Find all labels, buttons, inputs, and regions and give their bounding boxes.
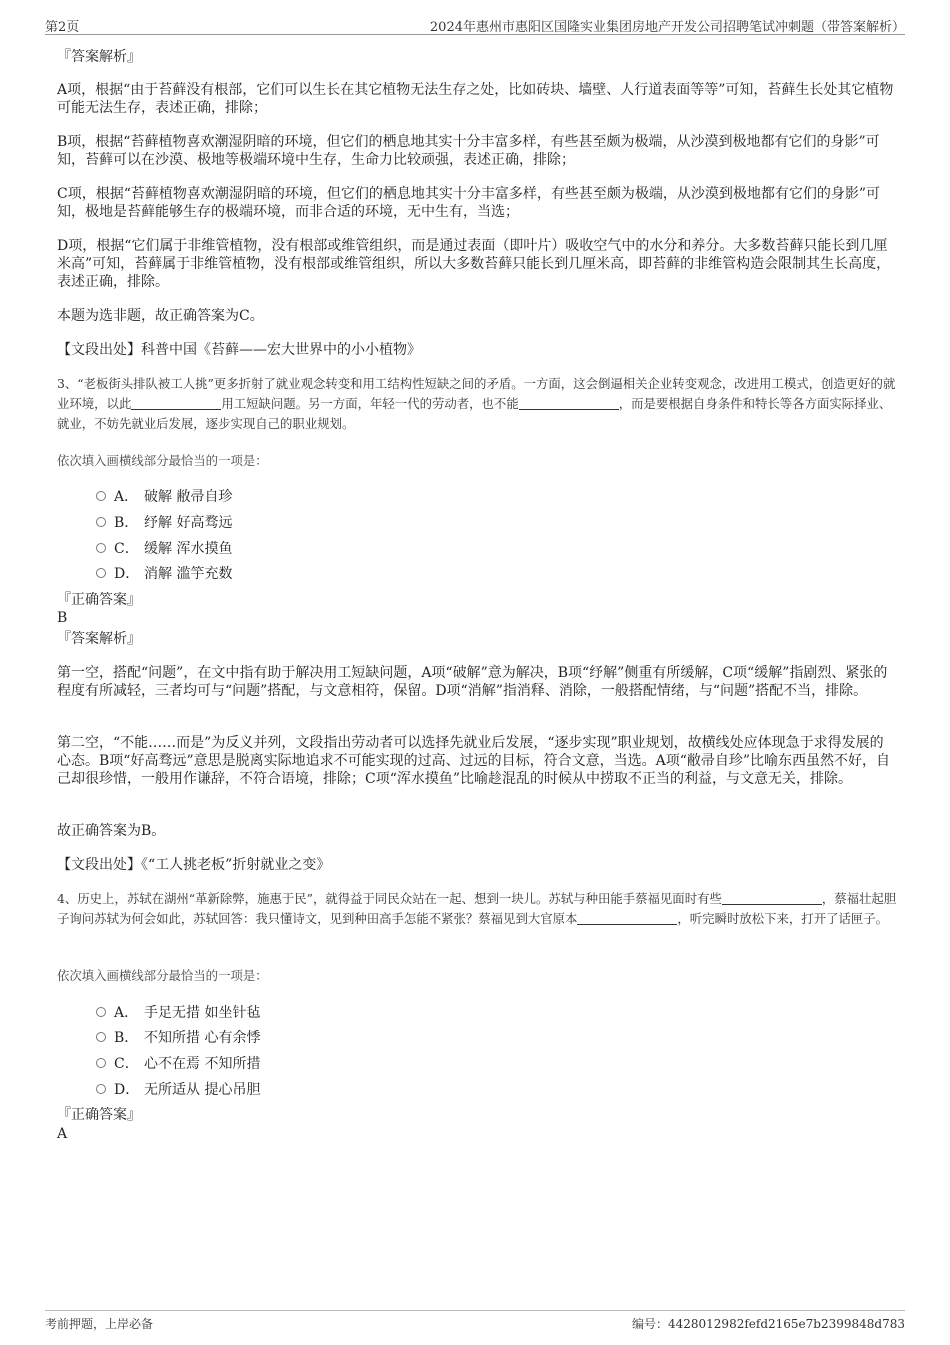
q3-analysis-2: 第二空，“不能……而是”为反义并列，文段指出劳动者可以选择先就业后发展，“逐步实现”职业规划，故横线处应体现急于求得发展的心态。B项“好高骛远”意思是脱离实际地追求不可能实现的过高、过远的目标，符合文意，当选。A项“敝帚自珍”比喻东西虽然不好，自己却很珍惜，一般用作谦辞，不符合语境，排除；C项“浑水摸鱼”比喻趁混乱的时候从中捞取不正当的利益，与文意无关，排除。 (57, 735, 891, 787)
radio-icon[interactable] (96, 1084, 106, 1094)
radio-icon[interactable] (96, 517, 106, 527)
q3-prompt: 依次填入画横线部分最恰当的一项是： (57, 453, 268, 468)
q4-question: 4、历史上，苏轼在湖州“革新除弊，施惠于民”，就得益于同民众站在一起、想到一块儿。苏轼与种田能手蔡福见面时有些 ，蔡福壮起胆子询问苏轼为何会如此，苏轼回答：我只懂诗文，见到种田高手怎能不紧张？蔡福见到大官原本 ，听完瞬时放松下来，打开了话匣子。 (57, 891, 897, 926)
q2-analysis-b: B项，根据“苔藓植物喜欢潮湿阴暗的环境，但它们的栖息地其实十分丰富多样，有些甚至颇为极端，从沙漠到极地都有它们的身影”可知，苔藓可以在沙漠、极地等极端环境中生存，生命力比较顽强，表述正确，排除； (57, 134, 880, 168)
radio-icon[interactable] (96, 1007, 106, 1017)
q2-analysis-c: C项，根据“苔藓植物喜欢潮湿阴暗的环境，但它们的栖息地其实十分丰富多样，有些甚至颇为极端，从沙漠到极地都有它们的身影”可知，极地是苔藓能够生存的极端环境，而非合适的环境，无中生有，当选； (57, 186, 881, 220)
q4-option-c[interactable]: C． 心不在焉 不知所措 (96, 1053, 260, 1073)
blank-2 (519, 397, 619, 410)
page-header (45, 14, 905, 35)
document-title: 2024年惠州市惠阳区国隆实业集团房地产开发公司招聘笔试冲刺题（带答案解析） (429, 20, 905, 35)
q3-option-c[interactable]: C． 缓解 浑水摸鱼 (96, 538, 232, 558)
q4-option-d[interactable]: D． 无所适从 提心吊胆 (96, 1079, 260, 1099)
q2-conclusion: 本题为选非题，故正确答案为C。 (57, 308, 264, 324)
radio-icon[interactable] (96, 1032, 106, 1042)
blank-2 (577, 912, 677, 925)
q4-option-b[interactable]: B． 不知所措 心有余悸 (96, 1027, 260, 1047)
footer-id: 编号：4428012982fefd2165e7b2399848d783 (631, 1317, 905, 1331)
q3-option-a[interactable]: A． 破解 敝帚自珍 (96, 486, 232, 506)
q3-option-b[interactable]: B． 纾解 好高骛远 (96, 512, 232, 532)
footer-slogan: 考前押题，上岸必备 (45, 1317, 154, 1331)
blank-1 (722, 892, 822, 905)
q4-answer: A (57, 1126, 68, 1142)
q3-option-d[interactable]: D． 消解 滥竽充数 (96, 563, 232, 583)
q3-source: 【文段出处】《“工人挑老板”折射就业之变》 (57, 857, 331, 873)
q3-answer: B (57, 610, 68, 626)
q4-answer-label: 『正确答案』 (57, 1107, 141, 1123)
q2-analysis-d: D项，根据“它们属于非维管植物，没有根部或维管组织，而是通过表面（即叶片）吸收空气中的水分和养分。大多数苔藓只能长到几厘米高”可知，苔藓属于非维管植物，没有根部或维管组织，所以大多数苔藓只能长到几厘米高，即苔藓的非维管构造会限制其生长高度，表述正确，排除。 (57, 238, 891, 290)
q4-prompt: 依次填入画横线部分最恰当的一项是： (57, 968, 268, 983)
radio-icon[interactable] (96, 543, 106, 553)
q3-analysis-1: 第一空，搭配“问题”，在文中指有助于解决用工短缺问题，A项“破解”意为解决，B项“纾解”侧重有所缓解，C项“缓解”指剧烈、紧张的程度有所减轻，三者均可与“问题”搭配，与文意相符，保留。D项“消解”指消释、消除，一般搭配情绪，与“问题”搭配不当，排除。 (57, 665, 888, 699)
radio-icon[interactable] (96, 1058, 106, 1068)
radio-icon[interactable] (96, 491, 106, 501)
q2-source: 【文段出处】科普中国《苔藓——宏大世界中的小小植物》 (57, 342, 421, 358)
q2-analysis-label: 『答案解析』 (57, 49, 141, 65)
q3-conclusion: 故正确答案为B。 (57, 823, 166, 839)
q2-analysis-a: A项，根据“由于苔藓没有根部，它们可以生长在其它植物无法生存之处，比如砖块、墙壁、人行道表面等等”可知，苔藓生长处其它植物可能无法生存，表述正确，排除； (57, 82, 894, 116)
q3-analysis-label: 『答案解析』 (57, 631, 141, 647)
page-footer (45, 1310, 905, 1333)
blank-1 (131, 397, 221, 410)
q3-answer-label: 『正确答案』 (57, 592, 141, 608)
radio-icon[interactable] (96, 568, 106, 578)
page-number: 第2页 (45, 20, 80, 35)
q4-option-a[interactable]: A． 手足无措 如坐针毡 (96, 1002, 260, 1022)
q3-question: 3、“老板街头排队被工人挑”更多折射了就业观念转变和用工结构性短缺之间的矛盾。一方面，这会倒逼相关企业转变观念，改进用工模式，创造更好的就业环境，以此 用工短缺问题。另一方面，年轻一代的劳动者，也不能 ，而是要根据自身条件和特长等各方面实际择业、就业，不妨先就业后发展，逐步实现自己的职业规划。 (57, 376, 896, 431)
